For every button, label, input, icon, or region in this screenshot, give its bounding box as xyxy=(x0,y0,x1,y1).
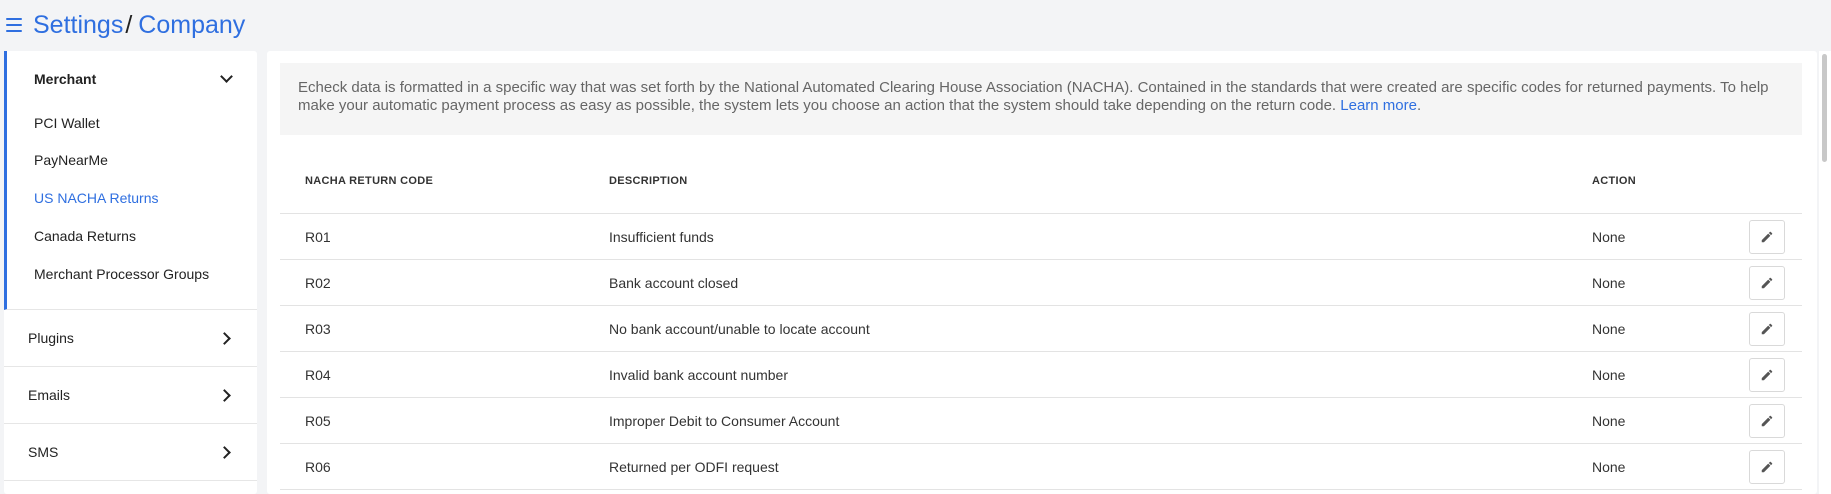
sidebar-item-merchant-processor-groups[interactable]: Merchant Processor Groups xyxy=(34,266,210,282)
learn-more-link[interactable]: Learn more xyxy=(1340,97,1417,114)
row-action: None xyxy=(1592,459,1626,475)
edit-button[interactable] xyxy=(1749,312,1785,346)
sidebar-group-sms[interactable] xyxy=(4,424,257,481)
info-notice xyxy=(280,63,1802,135)
breadcrumb-settings[interactable]: Settings xyxy=(33,10,124,39)
header-action: ACTION xyxy=(1592,175,1636,187)
scrollbar-thumb[interactable] xyxy=(1822,54,1827,162)
settings-sidebar xyxy=(4,51,257,494)
sidebar-item-paynearme[interactable]: PayNearMe xyxy=(34,152,108,168)
sidebar-group-label: Emails xyxy=(28,387,71,403)
edit-button[interactable] xyxy=(1749,404,1785,438)
row-description: Returned per ODFI request xyxy=(609,459,779,475)
table-row xyxy=(280,306,1802,352)
chevron-right-icon xyxy=(218,389,231,402)
sidebar-group-merchant-header[interactable] xyxy=(34,71,231,87)
row-code: R04 xyxy=(305,367,331,383)
sidebar-item-us-nacha-returns[interactable]: US NACHA Returns xyxy=(34,190,159,206)
row-action: None xyxy=(1592,367,1626,383)
page-header xyxy=(0,0,1831,50)
row-description: Insufficient funds xyxy=(609,229,714,245)
table-row xyxy=(280,352,1802,398)
pencil-icon xyxy=(1760,368,1774,382)
info-trailing: . xyxy=(1416,97,1422,114)
header-description: DESCRIPTION xyxy=(609,175,688,187)
row-description: Improper Debit to Consumer Account xyxy=(609,413,840,429)
table-row xyxy=(280,444,1802,490)
breadcrumb-company[interactable]: Company xyxy=(138,10,246,39)
chevron-right-icon xyxy=(218,332,231,345)
sidebar-item-canada-returns[interactable]: Canada Returns xyxy=(34,228,136,244)
pencil-icon xyxy=(1760,276,1774,290)
table-row xyxy=(280,214,1802,260)
table-row xyxy=(280,260,1802,306)
breadcrumb-separator: / xyxy=(125,10,133,39)
row-code: R05 xyxy=(305,413,331,429)
sidebar-group-label: Merchant xyxy=(34,71,97,87)
row-action: None xyxy=(1592,413,1626,429)
pencil-icon xyxy=(1760,230,1774,244)
row-description: No bank account/unable to locate account xyxy=(609,321,870,337)
hamburger-menu-icon[interactable] xyxy=(6,18,22,32)
page-scrollbar[interactable] xyxy=(1819,51,1831,494)
pencil-icon xyxy=(1760,460,1774,474)
pencil-icon xyxy=(1760,322,1774,336)
row-description: Bank account closed xyxy=(609,275,739,291)
sidebar-group-emails[interactable] xyxy=(4,367,257,424)
table-row xyxy=(280,398,1802,444)
chevron-down-icon xyxy=(220,70,233,83)
edit-button[interactable] xyxy=(1749,220,1785,254)
sidebar-group-plugins[interactable] xyxy=(4,310,257,367)
row-action: None xyxy=(1592,229,1626,245)
sidebar-item-pci-wallet[interactable]: PCI Wallet xyxy=(34,115,100,131)
edit-button[interactable] xyxy=(1749,450,1785,484)
row-action: None xyxy=(1592,321,1626,337)
edit-button[interactable] xyxy=(1749,358,1785,392)
info-text: Echeck data is formatted in a specific way that was set forth by the National Automated Clearing House Association (NACHA). Contained in the standards that were created are specific codes for returned payments. To help make your automatic payment process as easy as possible, the system lets you choose an action that the system should take depending on the return code. xyxy=(298,79,1769,114)
sidebar-group-label: SMS xyxy=(28,444,59,460)
sidebar-group-label: Plugins xyxy=(28,330,74,346)
row-code: R02 xyxy=(305,275,331,291)
row-description: Invalid bank account number xyxy=(609,367,788,383)
row-code: R03 xyxy=(305,321,331,337)
edit-button[interactable] xyxy=(1749,266,1785,300)
pencil-icon xyxy=(1760,414,1774,428)
sidebar-group-merchant xyxy=(4,51,257,310)
header-nacha-return-code: NACHA RETURN CODE xyxy=(305,175,434,187)
chevron-right-icon xyxy=(218,446,231,459)
row-action: None xyxy=(1592,275,1626,291)
row-code: R06 xyxy=(305,459,331,475)
main-panel xyxy=(267,51,1817,494)
row-code: R01 xyxy=(305,229,331,245)
table-header xyxy=(280,175,1802,214)
